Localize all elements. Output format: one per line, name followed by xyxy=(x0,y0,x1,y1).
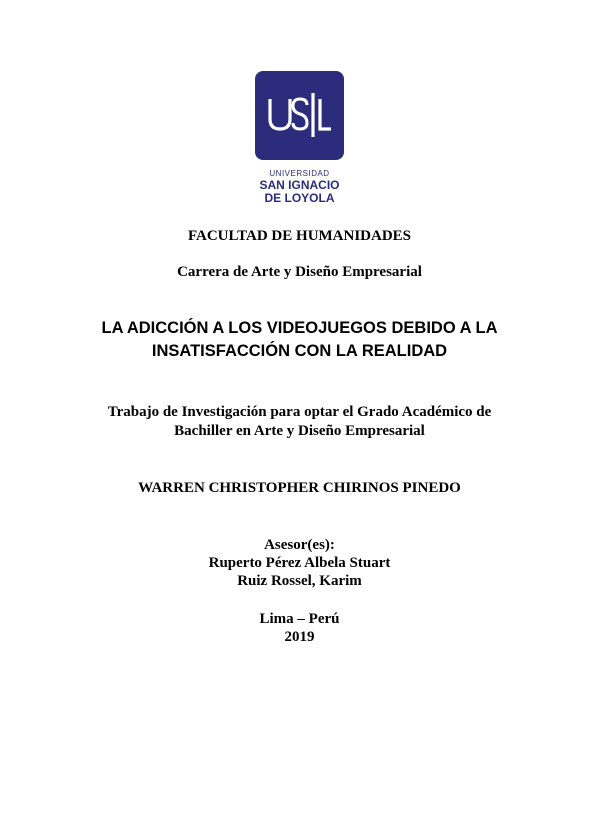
advisor-name: Ruiz Rossel, Karim xyxy=(237,573,362,589)
degree-statement-line2: Bachiller en Arte y Diseño Empresarial xyxy=(174,423,425,439)
logo-name-line1: SAN IGNACIO xyxy=(259,178,340,192)
degree-statement-line1: Trabajo de Investigación para optar el Grado Académico de xyxy=(107,404,492,420)
logo-university-label: UNIVERSIDAD xyxy=(269,169,330,178)
logo-name-line2: DE LOYOLA xyxy=(264,191,335,205)
usil-logo xyxy=(255,71,344,160)
place-label: Lima – Perú xyxy=(259,611,340,627)
year-label: 2019 xyxy=(284,629,315,645)
usil-monogram-icon xyxy=(255,71,344,160)
thesis-title-line2: INSATISFACCIÓN CON LA REALIDAD xyxy=(151,342,448,360)
advisors-label: Asesor(es): xyxy=(264,537,335,553)
career-heading: Carrera de Arte y Diseño Empresarial xyxy=(177,264,422,280)
author-name: WARREN CHRISTOPHER CHIRINOS PINEDO xyxy=(138,480,461,496)
advisor-name: Ruperto Pérez Albela Stuart xyxy=(208,555,391,571)
faculty-heading: FACULTAD DE HUMANIDADES xyxy=(187,228,412,244)
thesis-title-line1: LA ADICCIÓN A LOS VIDEOJUEGOS DEBIDO A LA xyxy=(101,319,498,337)
